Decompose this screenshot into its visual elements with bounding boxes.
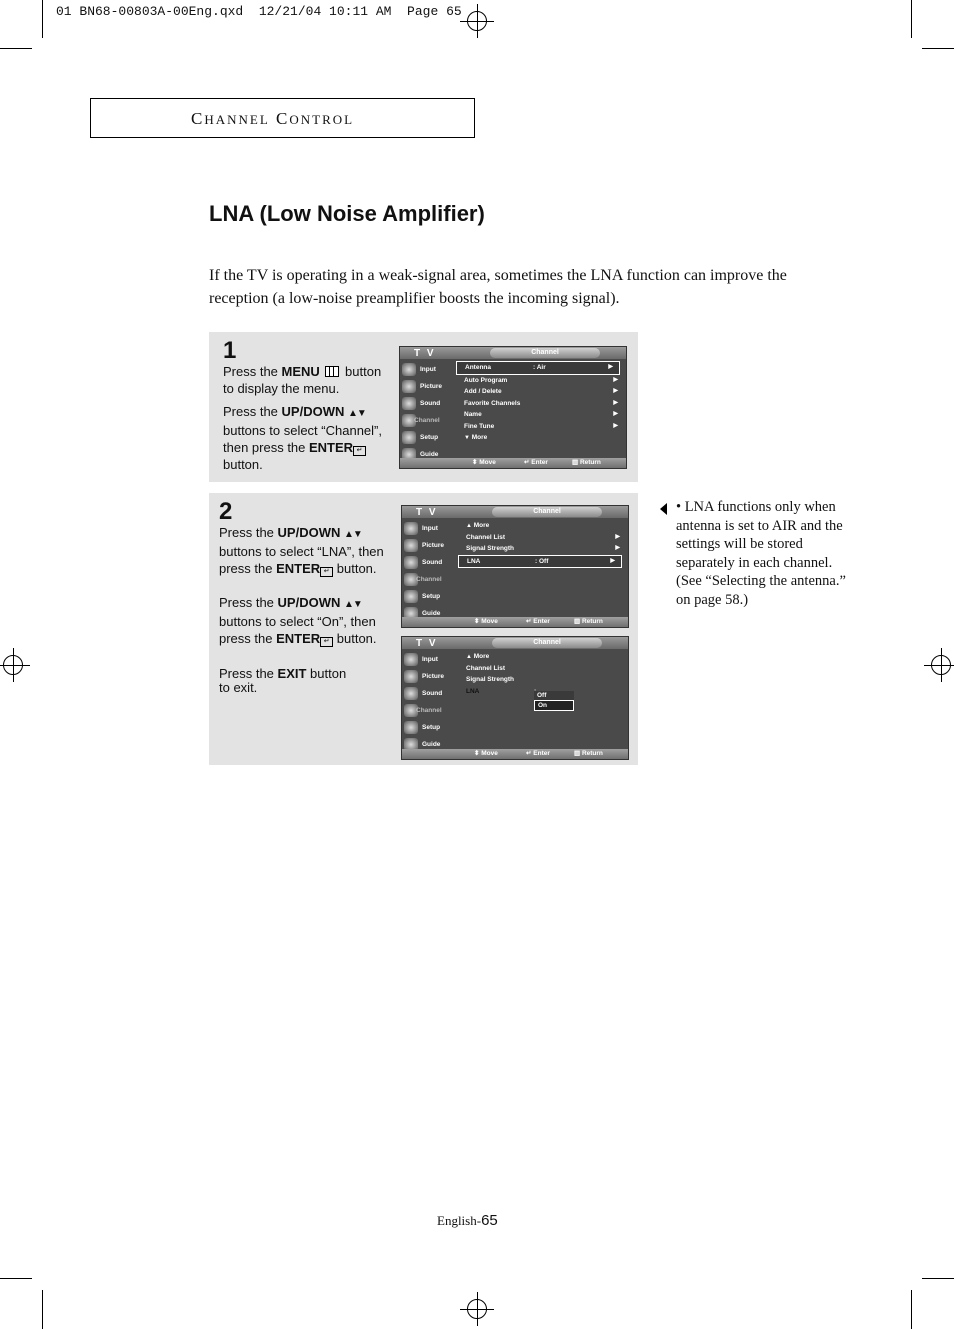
- tv-osd-screen-lna-options: T V Channel Input Picture Sound Channel Setup Guide ▲ More Channel List Signal Strength LNA Off On ⬍ Move ↵ Enter ▥ Return: [401, 636, 629, 760]
- input-icon: [404, 522, 418, 535]
- osd-sidebar: Input Picture Sound Channel Setup Guide: [402, 651, 448, 753]
- enter-button-icon: ↵: [353, 446, 366, 456]
- registration-mark-icon: [460, 1292, 494, 1326]
- osd-sidebar: Input Picture Sound Channel Setup Guide: [402, 520, 448, 622]
- osd-row-antenna: Antenna : Air ▶: [456, 361, 620, 375]
- osd-row-lna: LNA : Off ▶: [458, 555, 622, 569]
- enter-button-icon: ↵: [320, 567, 333, 577]
- note-pointer-icon: [660, 503, 667, 515]
- intro-paragraph: If the TV is operating in a weak-signal area, sometimes the LNA function can improve the reception (a low-noise preamplifier boosts the incoming signal).: [209, 267, 787, 307]
- step-2-instructions: Press the UP/DOWN ▲▼ buttons to select “LNA”, then press the ENTER ↵ button. Press the UP/DOWN ▲▼ buttons to select “On”, then press the ENTER ↵ button. Press the EXIT button to exit.: [219, 525, 384, 695]
- page-footer: English-65: [437, 1212, 498, 1229]
- input-icon: [404, 653, 418, 666]
- input-icon: [402, 363, 416, 376]
- setup-icon: [404, 590, 418, 603]
- step-2-panel: [209, 493, 638, 765]
- step-number: 1: [223, 337, 237, 364]
- option-on: On: [534, 700, 574, 711]
- osd-channel-tab: Channel: [490, 348, 600, 358]
- osd-footer: ⬍ Move ↵ Enter ▥ Return: [402, 749, 628, 759]
- crop-mark: [922, 48, 954, 49]
- picture-icon: [404, 670, 418, 683]
- crop-mark: [42, 1290, 43, 1329]
- enter-button-icon: ↵: [320, 637, 333, 647]
- osd-footer: ⬍ Move ↵ Enter ▥ Return: [400, 458, 626, 468]
- registration-mark-icon: [460, 4, 494, 38]
- registration-mark-icon: [0, 648, 30, 682]
- crop-mark: [922, 1278, 954, 1279]
- up-down-arrows-icon: ▲▼: [348, 408, 366, 419]
- sound-icon: [402, 397, 416, 410]
- osd-footer: ⬍ Move ↵ Enter ▥ Return: [402, 617, 628, 627]
- osd-tv-label: T V: [414, 348, 436, 359]
- step-1-panel: [209, 332, 638, 482]
- crop-mark: [0, 48, 32, 49]
- page-title: LNA (Low Noise Amplifier): [209, 201, 485, 226]
- tv-osd-screen-channel-menu: [399, 346, 627, 469]
- crop-mark: [911, 1290, 912, 1329]
- step-number: 2: [219, 498, 233, 525]
- section-header-box: [90, 98, 475, 138]
- tv-osd-screen-lna-select: T V Channel Input Picture Sound Channel Setup Guide ▲ More Channel List ▶ Signal Strength ▶ LNA : Off ▶ ⬍ Move ↵ Enter ▥ Return: [401, 505, 629, 628]
- osd-menu-list: Antenna : Air ▶ Auto Program ▶ Add / Delete ▶ Favorite Channels ▶ Name ▶ Fine Tune ▶ ▼ More: [456, 361, 624, 444]
- setup-icon: [402, 431, 416, 444]
- up-down-arrows-icon: ▲▼: [344, 529, 362, 540]
- print-header: 01 BN68-00803A-00Eng.qxd 12/21/04 10:11 AM Page 65: [56, 4, 462, 19]
- setup-icon: [404, 721, 418, 734]
- sound-icon: [404, 687, 418, 700]
- registration-mark-icon: [924, 648, 954, 682]
- osd-menu-list: ▲ More Channel List Signal Strength LNA: [466, 653, 515, 695]
- osd-menu-list: ▲ More Channel List ▶ Signal Strength ▶ LNA : Off ▶: [458, 520, 626, 568]
- side-note: • LNA functions only when antenna is set to AIR and the settings will be stored separately in each channel. (See “Selecting the antenna.” on page 58.): [676, 499, 846, 608]
- picture-icon: [404, 539, 418, 552]
- step-1-instructions: Press the MENU button to display the menu. Press the UP/DOWN ▲▼ buttons to select “Channel”, then press the ENTER ↵ button.: [223, 364, 382, 472]
- menu-button-icon: [325, 366, 339, 377]
- lna-option-dropdown: [534, 691, 574, 711]
- crop-mark: [0, 1278, 32, 1279]
- option-off: Off: [534, 691, 574, 700]
- sound-icon: [404, 556, 418, 569]
- section-title: CHANNEL CONTROL: [191, 109, 355, 128]
- crop-mark: [42, 0, 43, 38]
- crop-mark: [911, 0, 912, 38]
- osd-sidebar: Input Picture Sound Channel Setup Guide: [400, 361, 446, 463]
- up-down-arrows-icon: ▲▼: [344, 599, 362, 610]
- picture-icon: [402, 380, 416, 393]
